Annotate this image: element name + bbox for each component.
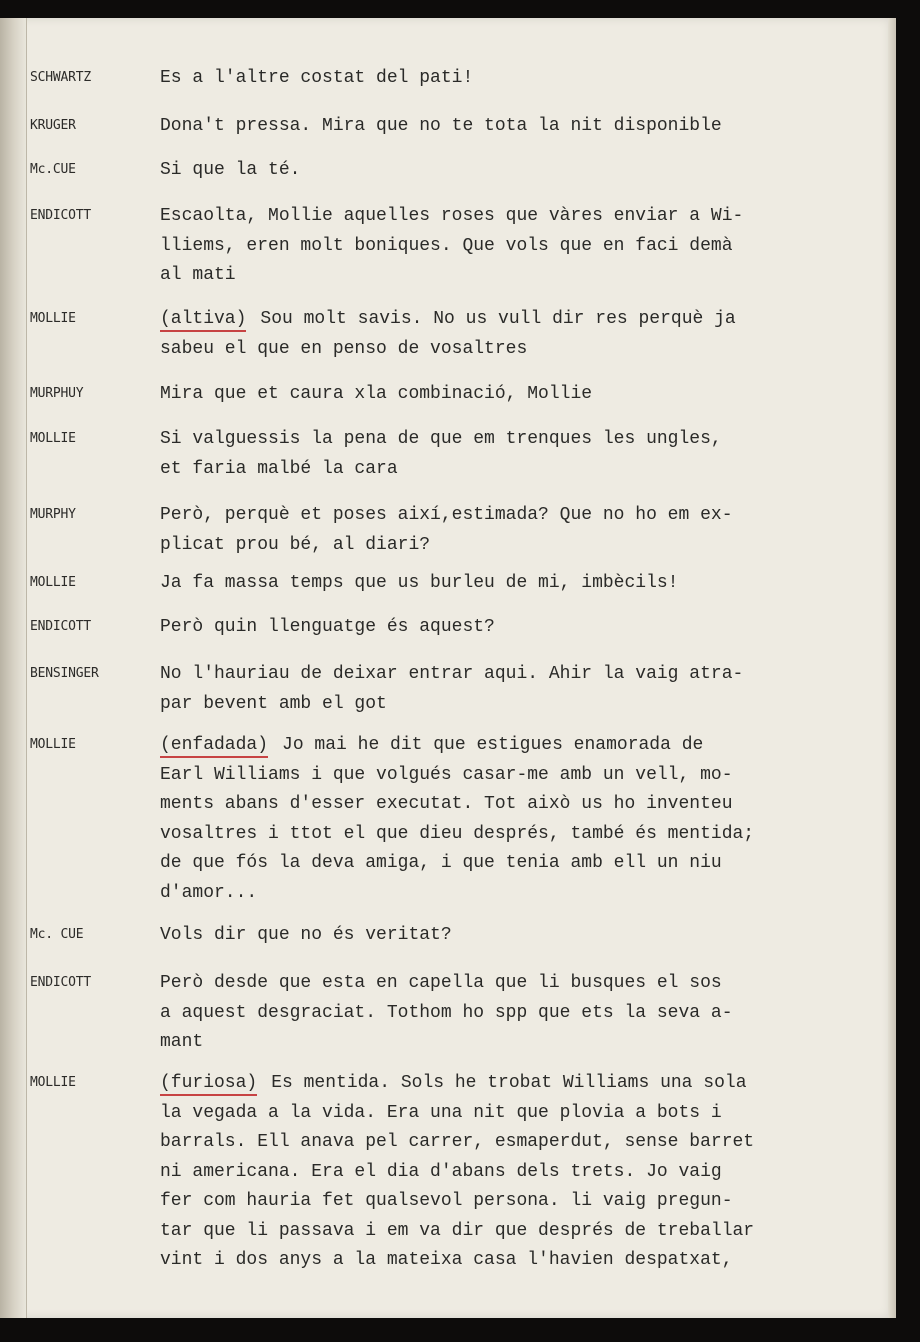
dialogue-line: Jo mai he dit que estigues enamorada de — [282, 735, 704, 755]
speaker-name: ENDICOTT — [30, 975, 92, 990]
dialogue-line: la vegada a la vida. Era una nit que plovia a bots i — [160, 1102, 722, 1123]
speaker-name: MURPHUY — [30, 386, 84, 401]
speaker-name: MOLLIE — [30, 311, 76, 326]
dialogue-line: Sou molt savis. No us vull dir res perquè ja — [260, 309, 736, 329]
dialogue-row — [0, 878, 896, 908]
dialogue-row — [0, 201, 896, 231]
dialogue-row — [0, 379, 896, 409]
dialogue-row — [0, 63, 896, 93]
dialogue-line: Vols dir que no és veritat? — [160, 925, 452, 945]
dialogue-row — [0, 1157, 896, 1187]
dialogue-line: mant — [160, 1032, 204, 1052]
speaker-name: ENDICOTT — [30, 208, 92, 223]
speaker-name: BENSINGER — [30, 666, 99, 681]
stage-direction: (furiosa) — [160, 1073, 257, 1096]
dialogue-line: Si valguessis la pena de que em trenques les ungles, — [160, 429, 722, 449]
dialogue-line: vosaltres i ttot el que dieu després, també és mentida; — [160, 823, 755, 844]
speaker-name: MURPHY — [30, 507, 76, 522]
speaker-name: Mc.CUE — [30, 162, 76, 177]
dialogue-row — [0, 500, 896, 530]
dialogue-row — [0, 111, 896, 141]
dialogue-row — [0, 1127, 896, 1157]
dialogue-line-with-direction — [160, 304, 736, 334]
dialogue-row — [0, 998, 896, 1028]
dialogue-row — [0, 1098, 896, 1128]
dialogue-row — [0, 848, 896, 878]
dialogue-line: ni americana. Era el dia d'abans dels trets. Jo vaig — [160, 1161, 722, 1182]
dialogue-line: Però desde que esta en capella que li busques el sos — [160, 973, 722, 993]
dialogue-line: sabeu el que en penso de vosaltres — [160, 338, 528, 359]
dialogue-row — [0, 968, 896, 998]
dialogue-row — [0, 1245, 896, 1275]
dialogue-row — [0, 454, 896, 484]
dialogue-line: lliems, eren molt boniques. Que vols que en faci demà — [160, 235, 733, 256]
dialogue-line: Escaolta, Mollie aquelles roses que vàres enviar a Wi- — [160, 206, 744, 226]
dialogue-row — [0, 920, 896, 950]
dialogue-line: al mati — [160, 265, 236, 285]
dialogue-line: et faria malbé la cara — [160, 458, 398, 479]
speaker-name: SCHWARTZ — [30, 70, 92, 85]
typescript-page — [0, 18, 896, 1318]
dialogue-row — [0, 612, 896, 642]
dialogue-line: Mira que et caura xla combinació, Mollie — [160, 384, 593, 404]
dialogue-line: par bevent amb el got — [160, 693, 387, 714]
dialogue-line: Si que la té. — [160, 160, 301, 180]
dialogue-line: Ja fa massa temps que us burleu de mi, imbècils! — [160, 573, 679, 593]
dialogue-row — [0, 568, 896, 598]
speaker-name: MOLLIE — [30, 737, 76, 752]
dialogue-row — [0, 659, 896, 689]
dialogue-line: No l'hauriau de deixar entrar aqui. Ahir la vaig atra- — [160, 664, 744, 684]
dialogue-line: d'amor... — [160, 882, 258, 903]
stage-direction: (altiva) — [160, 309, 246, 332]
dialogue-line: ments abans d'esser executat. Tot això us ho inventeu — [160, 794, 733, 814]
speaker-name: ENDICOTT — [30, 619, 92, 634]
dialogue-line: de que fós la deva amiga, i que tenia amb ell un niu — [160, 853, 722, 873]
dialogue-line: a aquest desgraciat. Tothom ho spp que ets la seva a- — [160, 1002, 733, 1023]
stage-direction: (enfadada) — [160, 735, 268, 758]
speaker-name: MOLLIE — [30, 575, 76, 590]
speaker-name: KRUGER — [30, 118, 76, 133]
dialogue-line: Earl Williams i que volgués casar-me amb un vell, mo- — [160, 764, 733, 785]
speaker-name: MOLLIE — [30, 431, 76, 446]
dialogue-row — [0, 334, 896, 364]
speaker-name: MOLLIE — [30, 1075, 76, 1090]
dialogue-row — [0, 789, 896, 819]
dialogue-line: Però quin llenguatge és aquest? — [160, 617, 495, 637]
dialogue-row — [0, 730, 896, 760]
dialogue-line: Però, perquè et poses així,estimada? Que no ho em ex- — [160, 505, 733, 525]
dialogue-row — [0, 304, 896, 334]
dialogue-line-with-direction — [160, 1068, 747, 1098]
dialogue-line: vint i dos anys a la mateixa casa l'havien despatxat, — [160, 1250, 733, 1270]
dialogue-row — [0, 260, 896, 290]
dialogue-row — [0, 689, 896, 719]
dialogue-row — [0, 1216, 896, 1246]
speaker-name: Mc. CUE — [30, 927, 84, 942]
dialogue-line: tar que li passava i em va dir que després de treballar — [160, 1220, 755, 1241]
dialogue-line: Es a l'altre costat del pati! — [160, 68, 474, 88]
dialogue-row — [0, 530, 896, 560]
dialogue-row — [0, 760, 896, 790]
dialogue-row — [0, 1186, 896, 1216]
dialogue-line-with-direction — [160, 730, 703, 760]
dialogue-row — [0, 155, 896, 185]
dialogue-line: barrals. Ell anava pel carrer, esmaperdut, sense barret — [160, 1132, 755, 1152]
dialogue-row — [0, 819, 896, 849]
dialogue-line: Es mentida. Sols he trobat Williams una sola — [271, 1073, 747, 1093]
dialogue-row — [0, 424, 896, 454]
dialogue-row — [0, 1027, 896, 1057]
dialogue-row — [0, 231, 896, 261]
dialogue-line: fer com hauria fet qualsevol persona. li vaig pregun- — [160, 1191, 733, 1211]
dialogue-row — [0, 1068, 896, 1098]
dialogue-line: plicat prou bé, al diari? — [160, 534, 431, 555]
dialogue-line: Dona't pressa. Mira que no te tota la nit disponible — [160, 116, 722, 136]
